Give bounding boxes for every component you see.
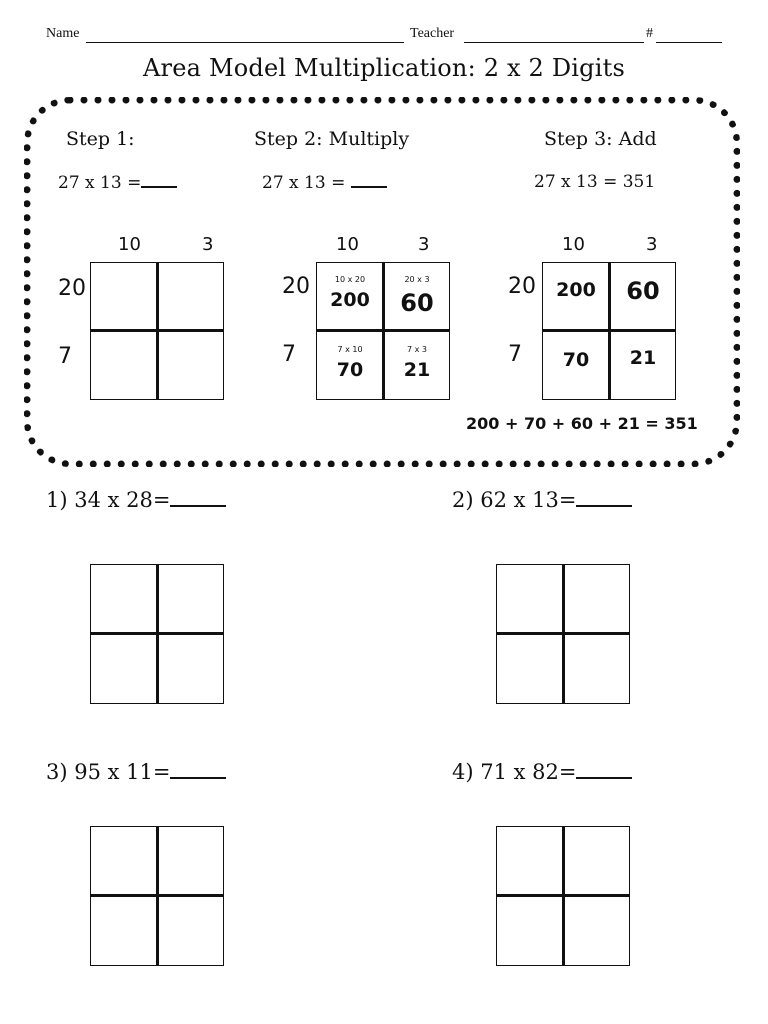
step1-area-grid [90, 262, 224, 400]
problem-4 [452, 760, 632, 784]
cell-hint: 20 x 3 [404, 275, 430, 284]
grid-divider [543, 329, 675, 332]
step1-heading: Step 1: [66, 128, 135, 150]
cell-product: 21 [629, 347, 657, 369]
step1-row-label-ones: 7 [58, 344, 72, 369]
step3-row-label-ones: 7 [508, 342, 522, 367]
step3-col-label-tens: 10 [562, 234, 585, 255]
cell-hint: 10 x 20 [334, 275, 366, 284]
cell-product: 60 [400, 289, 434, 317]
problem-2-label: 2) 62 x 13= [452, 488, 577, 512]
grid-divider [91, 329, 223, 332]
step1-answer-blank[interactable] [141, 172, 177, 188]
problem-1-label: 1) 34 x 28= [46, 488, 171, 512]
problem-2-area-grid[interactable] [496, 564, 630, 704]
grid-divider [497, 894, 629, 897]
problem-4-label: 4) 71 x 82= [452, 760, 577, 784]
step2-row-label-ones: 7 [282, 342, 296, 367]
step2-col-label-ones: 3 [418, 234, 430, 255]
step3-row-label-tens: 20 [508, 274, 536, 299]
problem-1 [46, 488, 226, 512]
cell-product: 200 [330, 289, 370, 311]
problem-4-answer-blank[interactable] [576, 761, 632, 779]
step2-answer-blank[interactable] [351, 172, 387, 188]
problem-3-area-grid[interactable] [90, 826, 224, 966]
step1-equation [58, 172, 177, 193]
teacher-field[interactable] [464, 42, 644, 43]
problem-3 [46, 760, 226, 784]
problem-3-label: 3) 95 x 11= [46, 760, 171, 784]
step1-col-label-tens: 10 [118, 234, 141, 255]
name-field[interactable] [86, 42, 404, 43]
step3-equation: 27 x 13 = 351 [534, 172, 656, 192]
step2-col-label-tens: 10 [336, 234, 359, 255]
cell-product: 21 [403, 359, 431, 381]
step2-row-label-tens: 20 [282, 274, 310, 299]
cell-hint: 7 x 10 [337, 345, 363, 354]
name-label: Name [46, 26, 80, 41]
grid-divider [317, 329, 449, 332]
problem-1-answer-blank[interactable] [170, 489, 226, 507]
cell-product: 70 [336, 359, 364, 381]
step1-row-label-tens: 20 [58, 276, 86, 301]
problem-2 [452, 488, 632, 512]
problem-2-answer-blank[interactable] [576, 489, 632, 507]
teacher-label: Teacher [410, 26, 455, 41]
step3-area-grid [542, 262, 676, 400]
problem-1-area-grid[interactable] [90, 564, 224, 704]
sum-equation: 200 + 70 + 60 + 21 = 351 [466, 414, 698, 433]
grid-divider [497, 632, 629, 635]
page-title: Area Model Multiplication: 2 x 2 Digits [143, 54, 625, 82]
cell-product: 60 [626, 277, 660, 305]
step3-heading: Step 3: Add [544, 128, 657, 150]
cell-hint: 7 x 3 [407, 345, 427, 354]
step3-col-label-ones: 3 [646, 234, 658, 255]
step2-area-grid [316, 262, 450, 400]
step2-heading: Step 2: Multiply [254, 128, 410, 150]
cell-product: 70 [562, 349, 590, 371]
number-label: # [646, 26, 653, 41]
step2-equation-text: 27 x 13 = [262, 173, 346, 193]
number-field[interactable] [656, 42, 722, 43]
grid-divider [91, 894, 223, 897]
grid-divider [91, 632, 223, 635]
cell-product: 200 [556, 279, 596, 301]
problem-3-answer-blank[interactable] [170, 761, 226, 779]
step2-equation [262, 172, 387, 193]
step1-col-label-ones: 3 [202, 234, 214, 255]
problem-4-area-grid[interactable] [496, 826, 630, 966]
step1-equation-text: 27 x 13 = [58, 173, 142, 193]
